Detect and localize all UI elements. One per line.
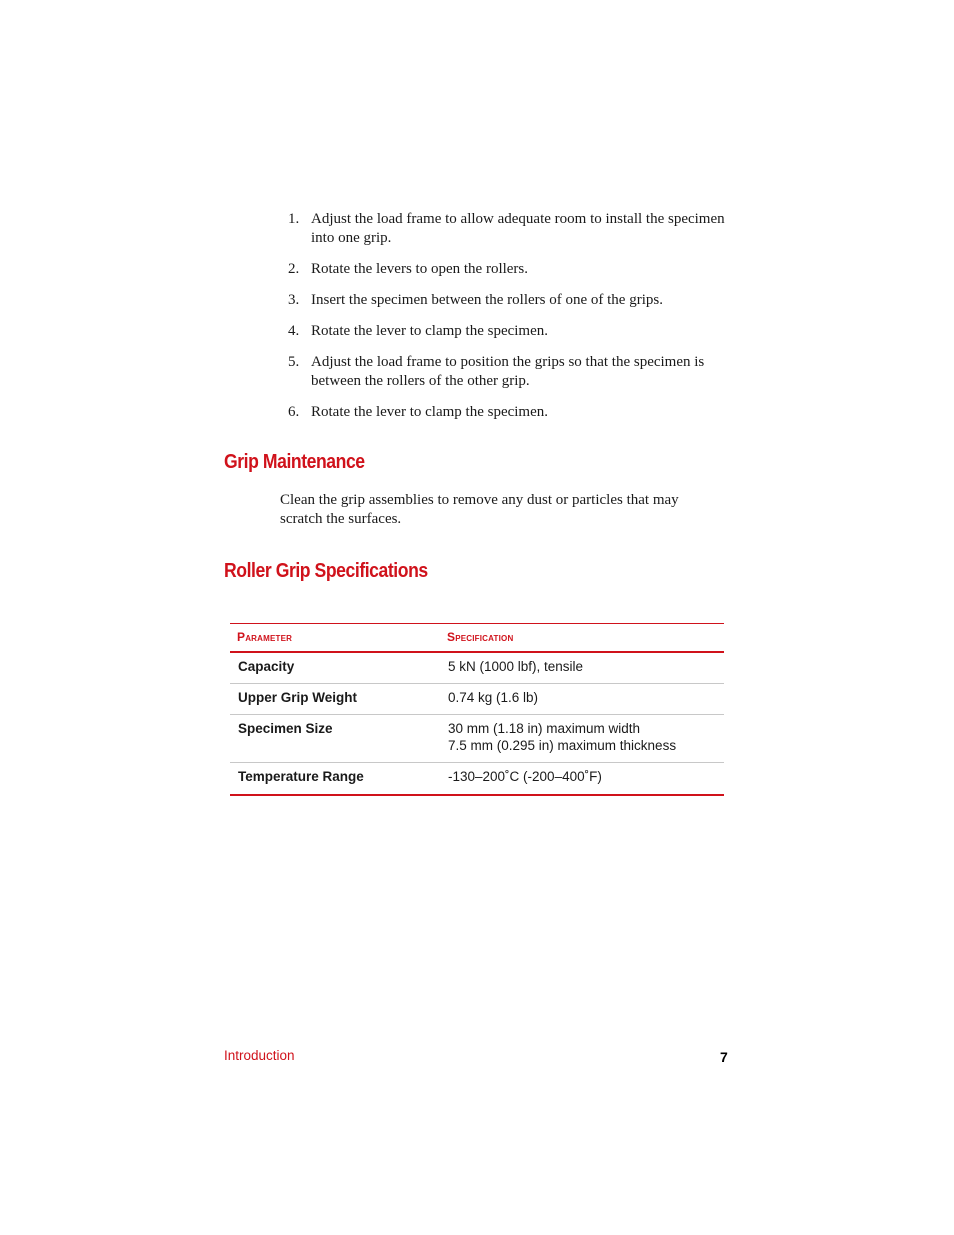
step-text: Rotate the lever to clamp the specimen. bbox=[311, 404, 548, 420]
table-header-row bbox=[230, 624, 724, 653]
specification-cell bbox=[440, 652, 724, 684]
specification-cell bbox=[440, 715, 724, 763]
parameter-cell: Capacity bbox=[230, 652, 440, 684]
procedure-step-2 bbox=[288, 260, 728, 279]
specifications-table bbox=[230, 623, 724, 796]
step-text: Rotate the levers to open the rollers. bbox=[311, 261, 529, 277]
footer-section-title: Introduction bbox=[224, 1048, 295, 1063]
procedure-step-5 bbox=[288, 353, 728, 391]
procedure-step-1 bbox=[288, 210, 728, 248]
specification-line: 5 kN (1000 lbf), tensile bbox=[448, 659, 584, 674]
specification-cell bbox=[440, 763, 724, 796]
step-text: Adjust the load frame to allow adequate room to install the specimen into one grip. bbox=[311, 211, 725, 246]
page-number: 7 bbox=[720, 1049, 728, 1065]
procedure-steps bbox=[288, 210, 728, 434]
step-number: 1. bbox=[288, 211, 300, 227]
procedure-step-3 bbox=[288, 291, 728, 310]
step-text: Insert the specimen between the rollers of one of the grips. bbox=[311, 292, 663, 308]
roller-grip-specifications-heading: Roller Grip Specifications bbox=[224, 560, 428, 582]
step-text: Rotate the lever to clamp the specimen. bbox=[311, 323, 548, 339]
table-row bbox=[230, 684, 724, 715]
specification-line: 0.74 kg (1.6 lb) bbox=[448, 690, 539, 705]
parameter-cell: Upper Grip Weight bbox=[230, 684, 440, 715]
step-number: 6. bbox=[288, 404, 300, 420]
table-row bbox=[230, 652, 724, 684]
column-header-specification: Specification bbox=[440, 624, 724, 653]
step-number: 2. bbox=[288, 261, 300, 277]
step-number: 4. bbox=[288, 323, 300, 339]
step-number: 3. bbox=[288, 292, 300, 308]
table-row bbox=[230, 763, 724, 796]
grip-maintenance-text: Clean the grip assemblies to remove any dust or particles that may scratch the surfaces. bbox=[280, 492, 679, 527]
table-row bbox=[230, 715, 724, 763]
step-number: 5. bbox=[288, 354, 300, 370]
parameter-cell: Temperature Range bbox=[238, 769, 364, 784]
specification-line: 30 mm (1.18 in) maximum width bbox=[448, 721, 641, 736]
specification-line: -130–200˚C (-200–400˚F) bbox=[448, 769, 602, 784]
procedure-step-4 bbox=[288, 322, 728, 341]
step-text: Adjust the load frame to position the grips so that the specimen is between the rollers of the other grip. bbox=[311, 354, 705, 389]
specification-cell bbox=[440, 684, 724, 715]
parameter-cell: Specimen Size bbox=[230, 715, 440, 763]
column-header-parameter: Parameter bbox=[230, 624, 440, 653]
procedure-step-6 bbox=[288, 403, 728, 422]
specification-line: 7.5 mm (0.295 in) maximum thickness bbox=[448, 738, 677, 753]
grip-maintenance-heading: Grip Maintenance bbox=[224, 451, 365, 473]
